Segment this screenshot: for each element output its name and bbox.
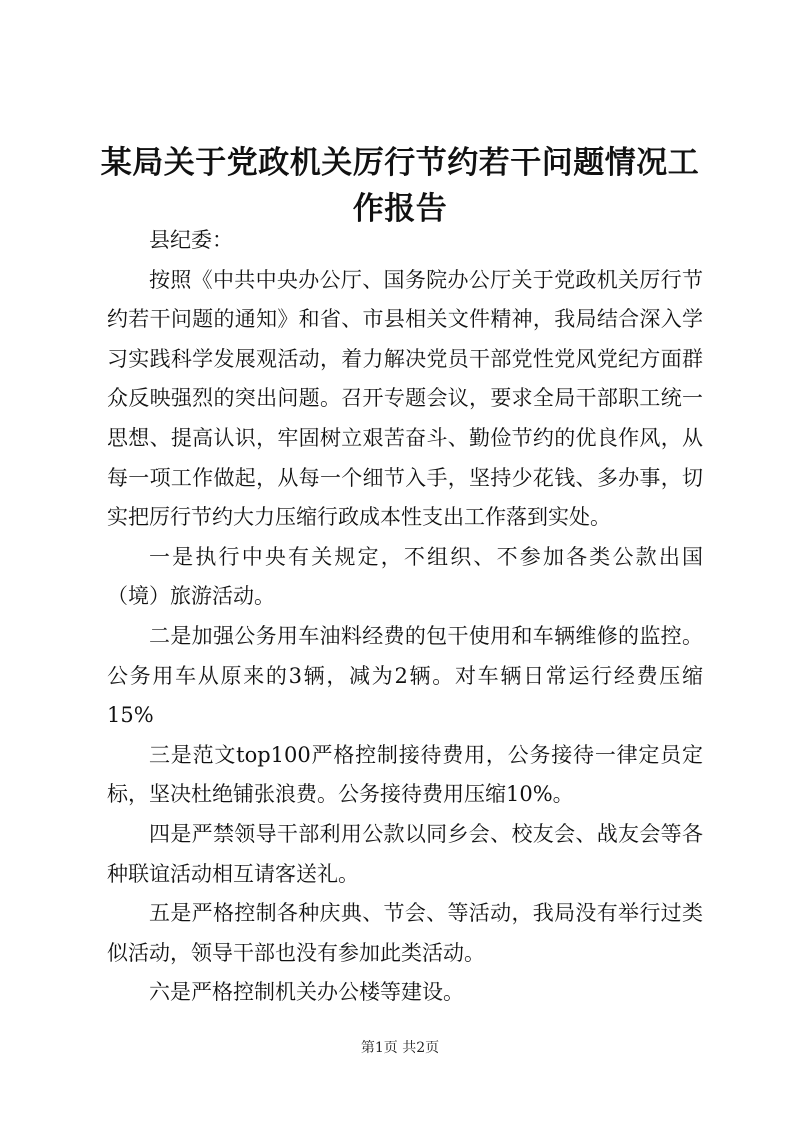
paragraph-item-4: 四是严禁领导干部利用公款以同乡会、校友会、战友会等各种联谊活动相互请客送礼。	[107, 821, 703, 886]
paragraph-item-2: 二是加强公务用车油料经费的包干使用和车辆维修的监控。公务用车从原来的3辆，减为2辆。对车辆日常运行经费压缩15%	[107, 623, 703, 728]
paragraph-item-1: 一是执行中央有关规定，不组织、不参加各类公款出国（境）旅游活动。	[107, 544, 703, 609]
paragraph-intro: 按照《中共中央办公厅、国务院办公厅关于党政机关厉行节约若干问题的通知》和省、市县相关文件精神，我局结合深入学习实践科学发展观活动，着力解决党员干部党性党风党纪方面群众反映强烈的突出问题。召开专题会议，要求全局干部职工统一思想、提高认识，牢固树立艰苦奋斗、勤俭节约的优良作风，从每一项工作做起，从每一个细节入手，坚持少花钱、多办事，切实把厉行节约大力压缩行政成本性支出工作落到实处。	[107, 267, 703, 530]
paragraph-item-6: 六是严格控制机关办公楼等建设。	[149, 980, 464, 1005]
paragraph-item-5: 五是严格控制各种庆典、节会、等活动，我局没有举行过类似活动，领导干部也没有参加此类活动。	[107, 901, 703, 965]
paragraph-item-3: 三是范文top100严格控制接待费用，公务接待一律定员定标，坚决杜绝铺张浪费。公务接待费用压缩10%。	[107, 742, 703, 807]
page-title: 某局关于党政机关厉行节约若干问题情况工作报告	[100, 145, 700, 227]
salutation: 县纪委：	[149, 228, 233, 252]
page-footer: 第1页 共2页	[360, 1040, 440, 1056]
document-body	[107, 221, 703, 1013]
